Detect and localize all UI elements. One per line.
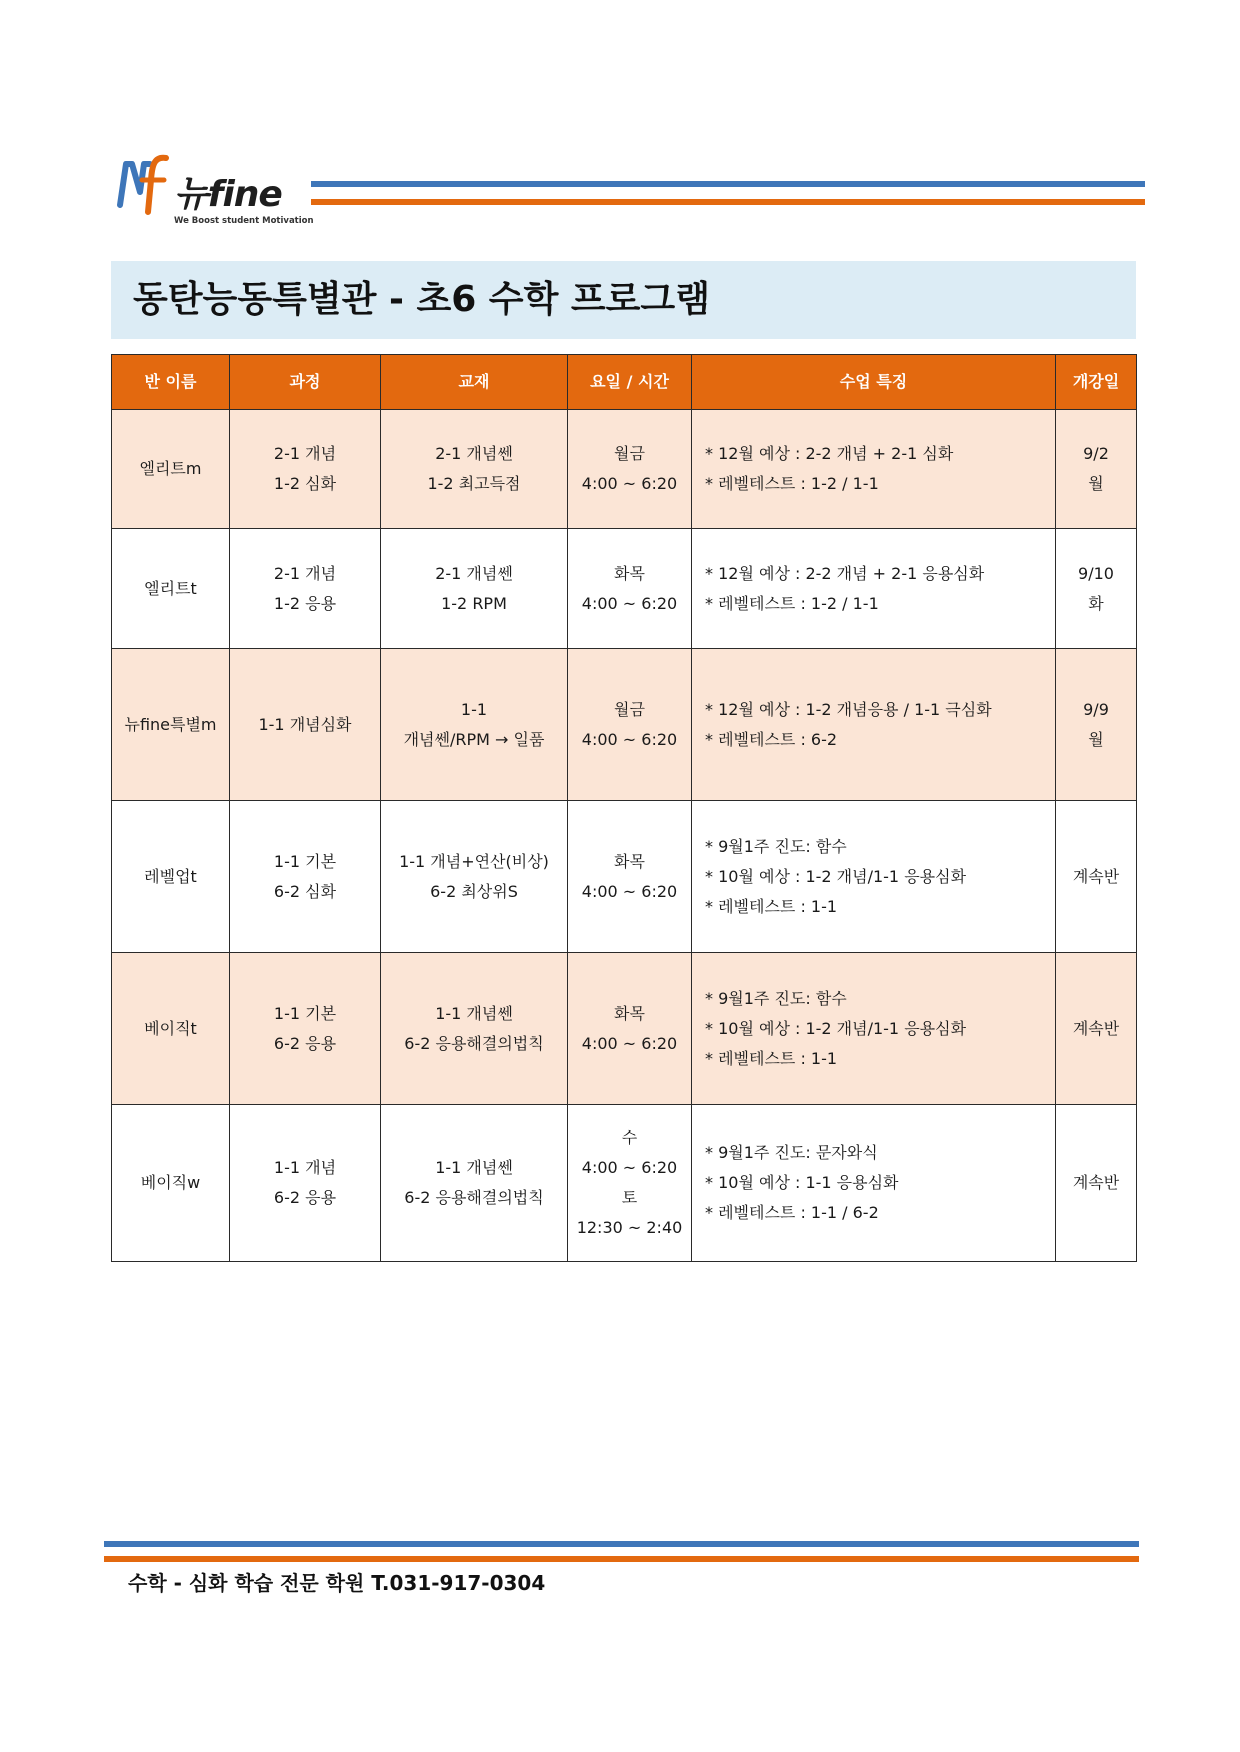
textbook-cell: 1-1 개념쎈 6-2 응용해결의법칙 — [381, 1105, 568, 1262]
class-name-cell: 베이직t — [112, 953, 230, 1105]
header-course: 과정 — [230, 355, 381, 410]
page-title: 동탄능동특별관 - 초6 수학 프로그램 — [133, 279, 710, 320]
header-schedule: 요일 / 시간 — [568, 355, 692, 410]
start-date-cell: 9/2 월 — [1056, 410, 1137, 529]
class-name-cell: 뉴fine특별m — [112, 649, 230, 801]
textbook-cell: 1-1 개념쎈/RPM → 일품 — [381, 649, 568, 801]
course-cell: 1-1 개념심화 — [230, 649, 381, 801]
course-cell: 1-1 개념 6-2 응용 — [230, 1105, 381, 1262]
features-cell: * 9월1주 진도: 함수 * 10월 예상 : 1-2 개념/1-1 응용심화 * 레벨테스트 : 1-1 — [692, 953, 1056, 1105]
footer-line-orange — [104, 1556, 1139, 1562]
start-date-cell: 9/9 월 — [1056, 649, 1137, 801]
footer-line-blue — [104, 1541, 1139, 1547]
start-date-cell: 계속반 — [1056, 801, 1137, 953]
logo-slogan: We Boost student Motivation — [174, 216, 314, 226]
table-row — [112, 649, 1137, 801]
start-date-cell: 9/10 화 — [1056, 529, 1137, 649]
start-date-cell: 계속반 — [1056, 953, 1137, 1105]
schedule-cell: 월금 4:00 ~ 6:20 — [568, 410, 692, 529]
features-cell: * 9월1주 진도: 함수 * 10월 예상 : 1-2 개념/1-1 응용심화 * 레벨테스트 : 1-1 — [692, 801, 1056, 953]
schedule-cell: 화목 4:00 ~ 6:20 — [568, 801, 692, 953]
textbook-cell: 1-1 개념+연산(비상) 6-2 최상위S — [381, 801, 568, 953]
logo-text: 뉴fine — [174, 174, 282, 215]
header-class-name: 반 이름 — [112, 355, 230, 410]
header-textbook: 교재 — [381, 355, 568, 410]
footer-contact: 수학 - 심화 학습 전문 학원 T.031-917-0304 — [128, 1571, 546, 1595]
schedule-cell: 화목 4:00 ~ 6:20 — [568, 953, 692, 1105]
header-line-orange — [311, 199, 1145, 205]
course-cell: 2-1 개념 1-2 심화 — [230, 410, 381, 529]
class-name-cell: 엘리트m — [112, 410, 230, 529]
course-cell: 1-1 기본 6-2 심화 — [230, 801, 381, 953]
logo — [116, 150, 314, 230]
table-header-row — [112, 355, 1137, 410]
header-start-date: 개강일 — [1056, 355, 1137, 410]
textbook-cell: 2-1 개념쎈 1-2 RPM — [381, 529, 568, 649]
start-date-cell: 계속반 — [1056, 1105, 1137, 1262]
course-cell: 1-1 기본 6-2 응용 — [230, 953, 381, 1105]
table-row — [112, 529, 1137, 649]
features-cell: * 12월 예상 : 1-2 개념응용 / 1-1 극심화 * 레벨테스트 : 6-2 — [692, 649, 1056, 801]
course-cell: 2-1 개념 1-2 응용 — [230, 529, 381, 649]
class-name-cell: 베이직w — [112, 1105, 230, 1262]
features-cell: * 9월1주 진도: 문자와식 * 10월 예상 : 1-1 응용심화 * 레벨테스트 : 1-1 / 6-2 — [692, 1105, 1056, 1262]
features-cell: * 12월 예상 : 2-2 개념 + 2-1 응용심화 * 레벨테스트 : 1-2 / 1-1 — [692, 529, 1056, 649]
class-name-cell: 엘리트t — [112, 529, 230, 649]
class-name-cell: 레벨업t — [112, 801, 230, 953]
features-cell: * 12월 예상 : 2-2 개념 + 2-1 심화 * 레벨테스트 : 1-2 / 1-1 — [692, 410, 1056, 529]
program-table — [111, 354, 1137, 1262]
schedule-cell: 수 4:00 ~ 6:20 토 12:30 ~ 2:40 — [568, 1105, 692, 1262]
header-features: 수업 특징 — [692, 355, 1056, 410]
logo-mark-icon — [116, 150, 178, 220]
schedule-cell: 화목 4:00 ~ 6:20 — [568, 529, 692, 649]
table-row — [112, 953, 1137, 1105]
table-row — [112, 1105, 1137, 1262]
table-row — [112, 410, 1137, 529]
header-line-blue — [311, 181, 1145, 187]
title-banner — [111, 261, 1136, 339]
table-row — [112, 801, 1137, 953]
textbook-cell: 2-1 개념쎈 1-2 최고득점 — [381, 410, 568, 529]
textbook-cell: 1-1 개념쎈 6-2 응용해결의법칙 — [381, 953, 568, 1105]
schedule-cell: 월금 4:00 ~ 6:20 — [568, 649, 692, 801]
